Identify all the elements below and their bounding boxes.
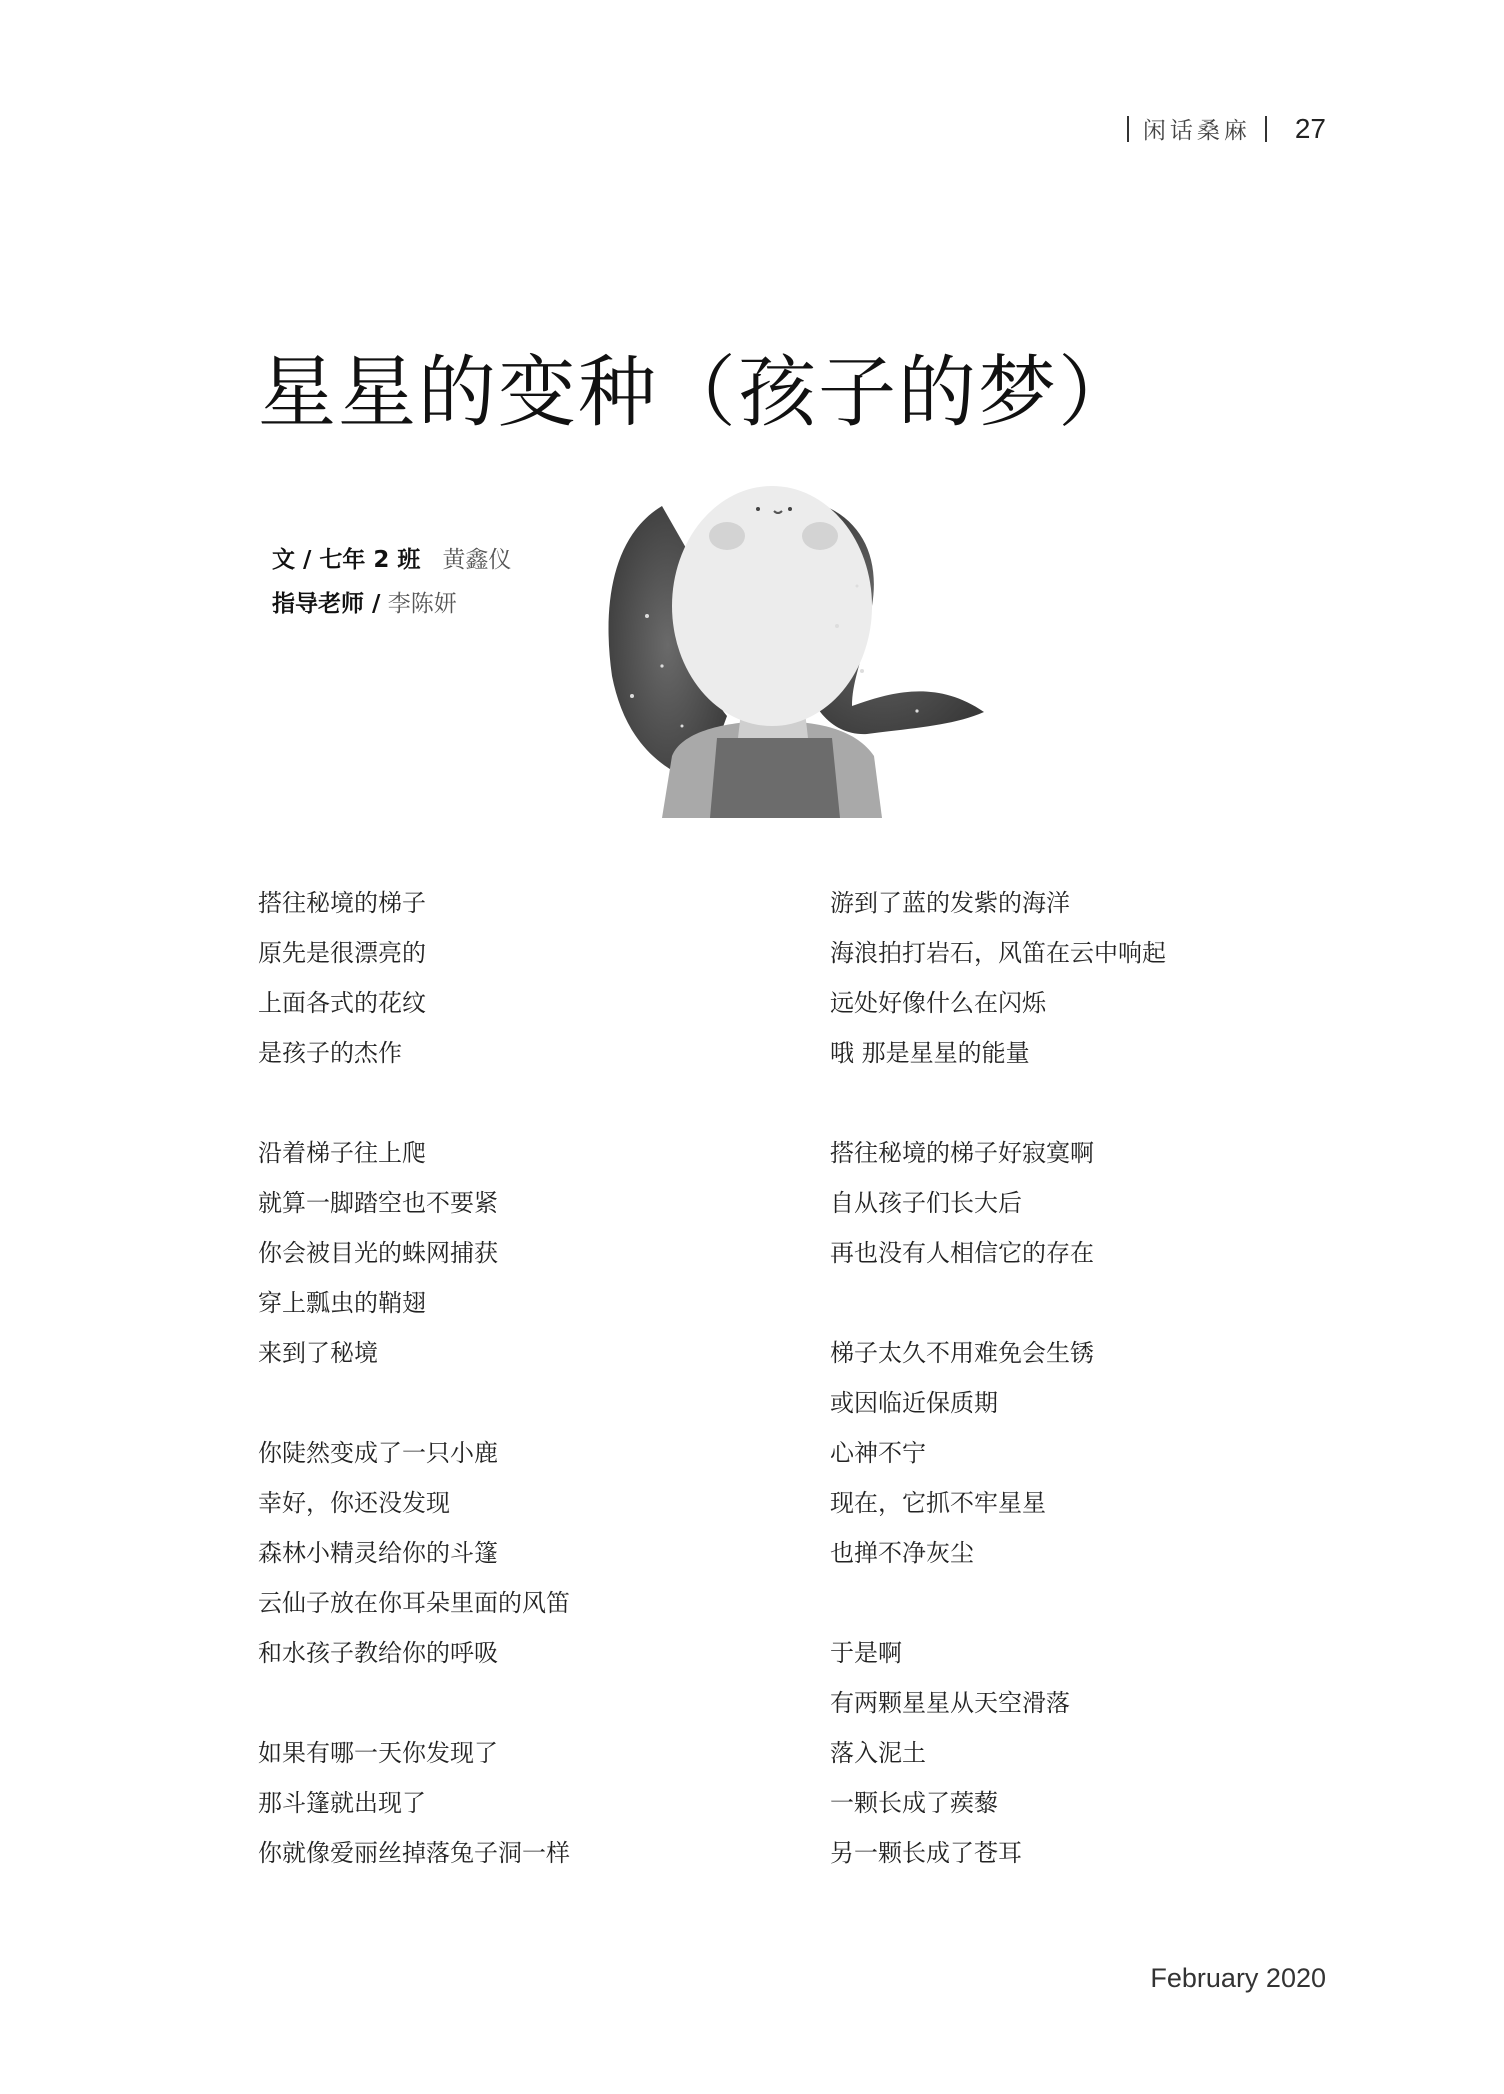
- poem-right-column: [830, 878, 1166, 1878]
- teacher-line: [272, 582, 511, 626]
- poem-line: 你陡然变成了一只小鹿: [258, 1439, 498, 1467]
- poem-line: 自从孩子们长大后: [830, 1189, 1022, 1217]
- teacher-label: 指导老师 /: [272, 591, 381, 617]
- poem-line: 那斗篷就出现了: [258, 1789, 426, 1817]
- page-header: [1127, 112, 1326, 145]
- issue-date: February 2020: [1150, 1963, 1326, 1993]
- stanza-gap: [830, 1078, 1166, 1128]
- author-label: 文 / 七年 2 班: [272, 547, 421, 573]
- divider: [1127, 116, 1129, 142]
- poem-line: 你会被目光的蛛网捕获: [258, 1239, 498, 1267]
- poem-line: 或因临近保质期: [830, 1389, 998, 1417]
- page-number: 27: [1294, 112, 1326, 144]
- poem-line: 森林小精灵给你的斗篷: [258, 1539, 498, 1567]
- poem-line: 沿着梯子往上爬: [258, 1139, 426, 1167]
- poem-line: 原先是很漂亮的: [258, 939, 426, 967]
- poem-line: 再也没有人相信它的存在: [830, 1239, 1094, 1267]
- poem-line: 哦 那是星星的能量: [830, 1039, 1030, 1067]
- teacher-name: 李陈妍: [387, 591, 457, 617]
- poem-line: 云仙子放在你耳朵里面的风笛: [258, 1589, 570, 1617]
- poem-line: 远处好像什么在闪烁: [830, 989, 1046, 1017]
- poem-line: 幸好，你还没发现: [258, 1489, 450, 1517]
- poem-line: 另一颗长成了苍耳: [830, 1839, 1022, 1867]
- poem-line: 现在，它抓不牢星星: [830, 1489, 1046, 1517]
- poem-title: 星星的变种（孩子的梦）: [258, 348, 1139, 438]
- poem-line: 也掸不净灰尘: [830, 1539, 974, 1567]
- poem-line: 梯子太久不用难免会生锈: [830, 1339, 1094, 1367]
- poem-line: 如果有哪一天你发现了: [258, 1739, 498, 1767]
- stanza-gap: [830, 1578, 1166, 1628]
- poem-line: 落入泥土: [830, 1739, 926, 1767]
- poem-line: 搭往秘境的梯子好寂寞啊: [830, 1139, 1094, 1167]
- byline: [272, 538, 511, 626]
- divider: [1265, 116, 1267, 142]
- section-name: 闲话桑麻: [1142, 118, 1251, 144]
- poem-line: 游到了蓝的发紫的海洋: [830, 889, 1070, 917]
- poem-line: 上面各式的花纹: [258, 989, 426, 1017]
- poem-line: 有两颗星星从天空滑落: [830, 1689, 1070, 1717]
- poem-line: 来到了秘境: [258, 1339, 378, 1367]
- stanza-gap: [258, 1678, 570, 1728]
- poem-line: 于是啊: [830, 1639, 902, 1667]
- poem-line: 搭往秘境的梯子: [258, 889, 426, 917]
- poem-line: 是孩子的杰作: [258, 1039, 402, 1067]
- girl-with-starry-hair-illustration: [552, 466, 1002, 818]
- illustration-svg: [552, 466, 1002, 818]
- author-name: 黄鑫仪: [442, 547, 512, 573]
- stanza-gap: [830, 1278, 1166, 1328]
- poem-line: 穿上瓢虫的鞘翅: [258, 1289, 426, 1317]
- author-line: [272, 538, 511, 582]
- stanza-gap: [258, 1378, 570, 1428]
- poem-line: 心神不宁: [830, 1439, 926, 1467]
- poem-line: 和水孩子教给你的呼吸: [258, 1639, 498, 1667]
- poem-line: 一颗长成了蒺藜: [830, 1789, 998, 1817]
- poem-line: 你就像爱丽丝掉落兔子洞一样: [258, 1839, 570, 1867]
- poem-left-column: [258, 878, 570, 1878]
- poem-line: 就算一脚踏空也不要紧: [258, 1189, 498, 1217]
- poem-line: 海浪拍打岩石，风笛在云中响起: [830, 939, 1166, 967]
- stanza-gap: [258, 1078, 570, 1128]
